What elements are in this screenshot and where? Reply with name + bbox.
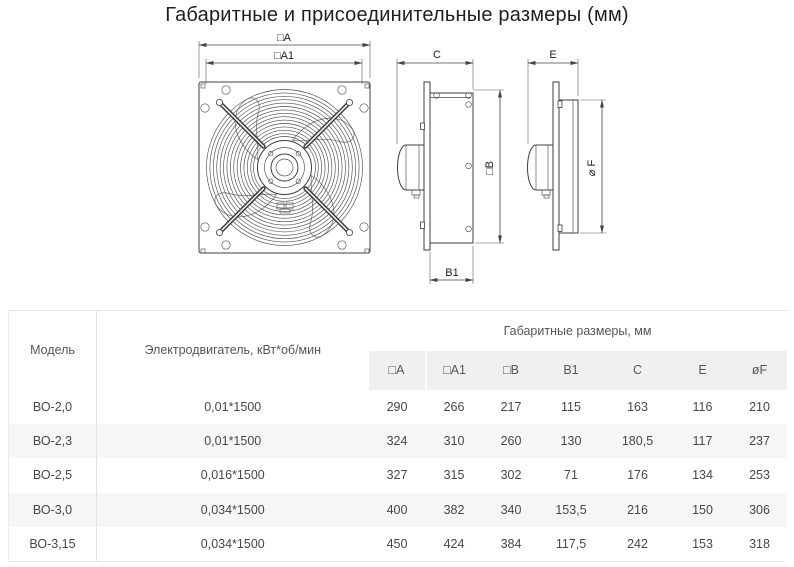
- table-row: [9, 458, 787, 492]
- col-header-dim-a1: □A1: [426, 351, 483, 390]
- dim-label-a1: □A1: [273, 50, 295, 62]
- table-row: [9, 493, 787, 527]
- fan-side-view: [397, 49, 504, 284]
- dim-value-cell: 315: [443, 468, 465, 483]
- dim-value-cell: 130: [560, 434, 582, 449]
- fan-back-view: [528, 49, 607, 250]
- dim-value-cell: 216: [627, 502, 648, 517]
- dim-value-cell: 71: [564, 468, 578, 483]
- dim-value-cell: 253: [749, 468, 770, 483]
- dim-value-cell: 115: [561, 399, 581, 414]
- dim-value-cell: 266: [443, 399, 465, 414]
- dim-value-cell: 242: [627, 537, 648, 551]
- dim-value-cell: 153,5: [555, 502, 587, 517]
- dim-value-cell: 117,5: [555, 537, 587, 551]
- dim-label-b: □B: [484, 161, 496, 175]
- col-header-dim-b: □B: [483, 351, 540, 390]
- dim-label-f: ⌀ F: [586, 159, 598, 177]
- dim-value-cell: 382: [443, 502, 465, 517]
- col-header-dimensions-group: Габаритные размеры, мм: [503, 323, 652, 338]
- dim-value-cell: 450: [386, 537, 408, 551]
- dim-value-cell: 153: [692, 537, 713, 551]
- dimensions-table-container: [8, 310, 787, 562]
- motor-cell: 0,016*1500: [200, 468, 265, 483]
- motor-cell: 0,034*1500: [200, 502, 265, 517]
- dim-value-cell: 210: [749, 399, 770, 414]
- dim-value-cell: 310: [443, 434, 465, 449]
- dim-value-cell: 217: [500, 399, 522, 414]
- dim-value-cell: 302: [500, 468, 522, 483]
- dim-value-cell: 260: [500, 434, 522, 449]
- dim-value-cell: 384: [500, 537, 522, 551]
- motor-cell: 0,01*1500: [204, 399, 262, 414]
- hub: [258, 141, 312, 214]
- dim-label-c: C: [433, 49, 441, 61]
- dim-value-cell: 318: [749, 537, 770, 551]
- dim-value-cell: 134: [692, 468, 713, 483]
- dim-value-cell: 324: [386, 434, 408, 449]
- col-header-dim-f: øF: [733, 351, 787, 390]
- dim-value-cell: 116: [692, 399, 713, 414]
- dim-value-cell: 163: [627, 399, 648, 414]
- dim-value-cell: 290: [386, 399, 408, 414]
- dim-label-a: □A: [277, 32, 291, 44]
- table-row: [9, 390, 787, 424]
- motor-side: [398, 145, 425, 198]
- col-header-model: Модель: [9, 311, 97, 390]
- page-title: Габаритные и присоединительные размеры (мм): [165, 4, 629, 26]
- dim-value-cell: 400: [386, 502, 408, 517]
- table-row: [9, 527, 787, 561]
- col-header-dim-b1: B1: [540, 351, 603, 390]
- col-header-motor: Электродвигатель, кВт*об/мин: [144, 343, 322, 358]
- dimensions-table: [8, 310, 787, 562]
- model-cell: ВО-2,3: [9, 424, 97, 458]
- model-cell: ВО-2,0: [9, 390, 97, 424]
- col-header-dim-c: C: [603, 351, 673, 390]
- dim-value-cell: 176: [627, 468, 648, 483]
- dim-label-b1: B1: [445, 267, 459, 279]
- dim-value-cell: 180,5: [621, 434, 654, 449]
- dim-value-cell: 424: [443, 537, 465, 551]
- col-header-dim-a: □A: [369, 351, 426, 390]
- dim-label-e: E: [549, 49, 557, 61]
- dim-value-cell: 237: [749, 434, 770, 449]
- model-cell: ВО-3,0: [9, 493, 97, 527]
- dim-value-cell: 150: [692, 502, 713, 517]
- col-header-dim-e: E: [673, 351, 733, 390]
- motor-back: [528, 145, 554, 198]
- dim-value-cell: 306: [749, 502, 770, 517]
- table-row: [9, 424, 787, 458]
- dim-value-cell: 327: [386, 468, 408, 483]
- motor-cell: 0,01*1500: [204, 434, 262, 449]
- fan-front-view: [199, 32, 370, 253]
- model-cell: ВО-3,15: [9, 527, 97, 561]
- dim-value-cell: 340: [500, 502, 522, 517]
- dim-value-cell: 117: [692, 434, 713, 449]
- model-cell: ВО-2,5: [9, 458, 97, 492]
- motor-cell: 0,034*1500: [200, 537, 265, 551]
